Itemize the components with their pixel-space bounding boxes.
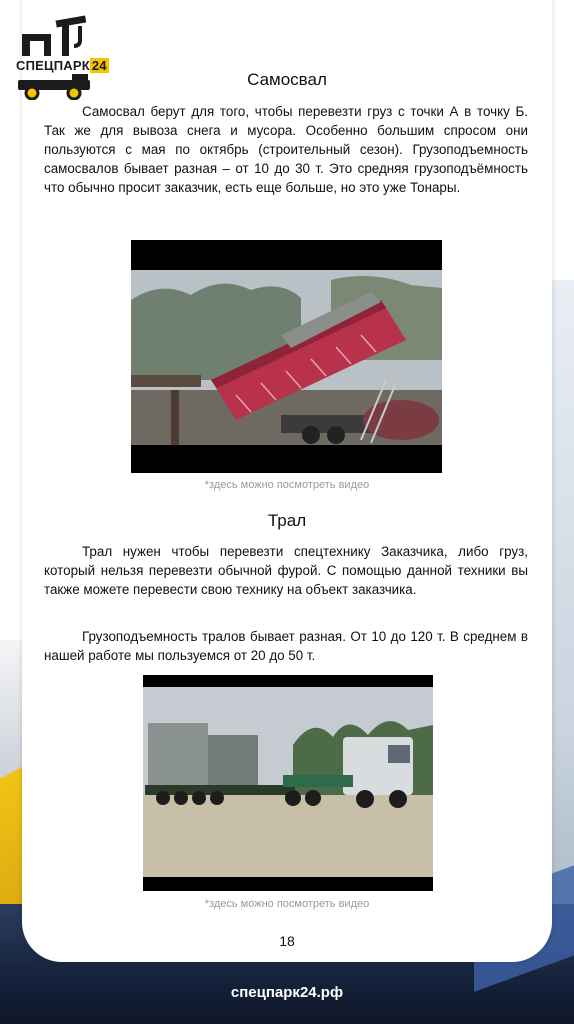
logo-word: СПЕЦПАРК [16, 58, 90, 73]
trawl-video-frame [143, 675, 433, 891]
video-caption-dump-truck: *здесь можно посмотреть видео [204, 479, 370, 491]
section-title-trawl: Трал [267, 511, 307, 530]
dump-truck-video-frame [131, 240, 442, 473]
page-number: 18 [279, 933, 295, 949]
paragraph-trawl-purpose: Трал нужен чтобы перевезти спецтехнику Заказчика, либо груз, который нельзя перевезти обычной фурой. С помощью данной техники вы также можете перевести свою технику на объект заказчика. [44, 544, 528, 597]
paragraph-dump-truck: Самосвал берут для того, чтобы перевезти груз с точки А в точку Б. Так же для вывоза снега и мусора. Особенно большим спросом они пользуются с мая по октябрь (строительный сезон). Грузоподъемность самосвалов бывает разная – от 10 до 30 т. Это средняя грузоподъёмность что обычно просит заказчик, есть еще больше, но это уже Тонары. [44, 104, 528, 195]
video-caption-trawl: *здесь можно посмотреть видео [204, 898, 370, 910]
footer-website-link[interactable]: спецпарк24.рф [230, 984, 344, 1001]
section-title-dump-truck: Самосвал [247, 70, 327, 89]
video-player-dump-truck[interactable] [131, 240, 442, 473]
logo-number: 24 [91, 58, 107, 73]
paragraph-trawl-capacity: Грузоподъемность тралов бывает разная. От 10 до 120 т. В среднем в нашей работе мы пользуемся от 20 до 50 т. [44, 629, 528, 663]
video-player-trawl[interactable] [143, 675, 433, 891]
